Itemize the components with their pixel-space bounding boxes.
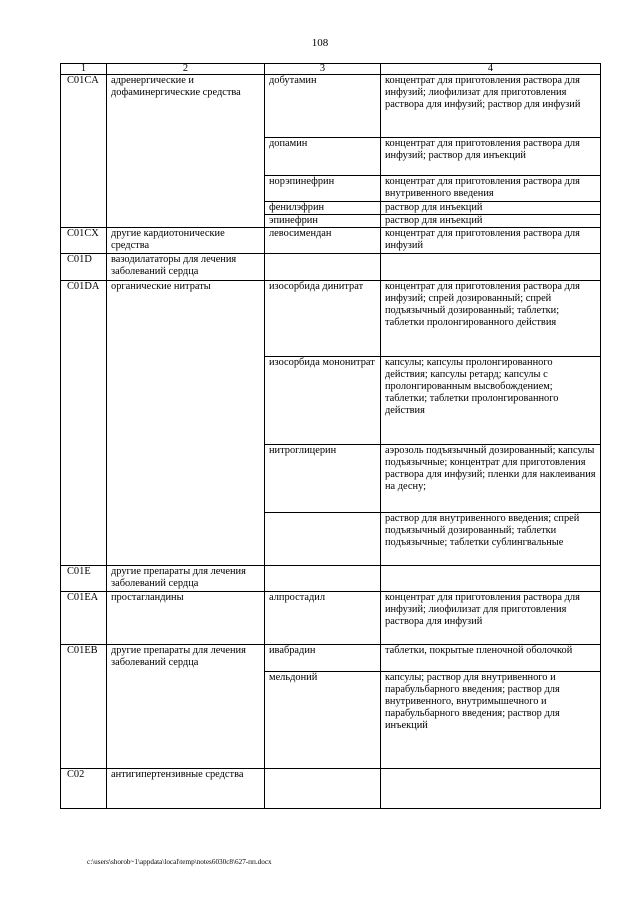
form-cell: аэрозоль подъязычный дозированный; капсулы подъязычные; концентрат для приготовления раствора для инфузий; пленки для наклеивания на десну; [381,445,601,513]
atc-code-cell: C01EB [61,645,107,769]
atc-code-cell: C01D [61,254,107,281]
form-cell: таблетки, покрытые пленочной оболочкой [381,645,601,672]
form-cell: концентрат для приготовления раствора для инфузий; раствор для инъекций [381,138,601,176]
atc-code-cell: C01CX [61,228,107,254]
drug-cell [265,769,381,809]
page-number: 108 [311,37,329,49]
group-cell: органические нитраты [107,281,265,566]
header-cell: 1 [61,64,107,75]
table-row [61,75,601,138]
form-cell: концентрат для приготовления раствора для инфузий; спрей дозированный; спрей подъязычный дозированный; таблетки; таблетки пролонгированного действия [381,281,601,357]
form-cell: раствор для инъекций [381,202,601,215]
atc-code-cell: C01E [61,566,107,592]
drug-cell: норэпинефрин [265,176,381,202]
drug-table [60,63,601,809]
drug-cell: левосимендан [265,228,381,254]
drug-cell [265,566,381,592]
atc-code-cell: C02 [61,769,107,809]
group-cell: вазодилататоры для лечения заболеваний сердца [107,254,265,281]
table-row [61,566,601,592]
form-cell [381,254,601,281]
form-cell: концентрат для приготовления раствора для инфузий; лиофилизат для приготовления раствора для инфузий; раствор для инфузий [381,75,601,138]
file-path-footer: c:\users\shorob~1\appdata\local\temp\notes6030c8\627-пп.docx [87,858,272,866]
form-cell: капсулы; раствор для внутривенного и парабульбарного введения; раствор для внутривенного, внутримышечного и парабульбарного введения; раствор для инъекций [381,672,601,769]
header-cell: 3 [265,64,381,75]
form-cell: капсулы; капсулы пролонгированного действия; капсулы ретард; капсулы с пролонгированным высвобождением; таблетки; таблетки пролонгированного действия [381,357,601,445]
drug-cell: эпинефрин [265,215,381,228]
group-cell: другие кардиотонические средства [107,228,265,254]
atc-code-cell: C01EA [61,592,107,645]
table-header-row [61,64,601,75]
drug-cell [265,254,381,281]
form-cell: концентрат для приготовления раствора для инфузий [381,228,601,254]
table-row [61,254,601,281]
table-row [61,592,601,645]
form-cell: раствор для внутривенного введения; спрей подъязычный дозированный; таблетки подъязычные; таблетки сублингвальные [381,513,601,566]
header-cell: 4 [381,64,601,75]
drug-cell: алпростадил [265,592,381,645]
header-cell: 2 [107,64,265,75]
group-cell: антигипертензивные средства [107,769,265,809]
drug-cell: изосорбида мононитрат [265,357,381,445]
table-row [61,769,601,809]
form-cell [381,566,601,592]
drug-cell: допамин [265,138,381,176]
form-cell: концентрат для приготовления раствора для инфузий; лиофилизат для приготовления раствора для инфузий [381,592,601,645]
drug-cell: мельдоний [265,672,381,769]
drug-cell [265,513,381,566]
table-row [61,645,601,672]
form-cell: концентрат для приготовления раствора для внутривенного введения [381,176,601,202]
drug-cell: ивабрадин [265,645,381,672]
atc-code-cell: C01CA [61,75,107,228]
table-row [61,228,601,254]
group-cell: другие препараты для лечения заболеваний сердца [107,645,265,769]
atc-code-cell: C01DA [61,281,107,566]
table-row [61,281,601,357]
form-cell: раствор для инъекций [381,215,601,228]
group-cell: другие препараты для лечения заболеваний сердца [107,566,265,592]
drug-cell: добутамин [265,75,381,138]
group-cell: простагландины [107,592,265,645]
form-cell [381,769,601,809]
drug-cell: изосорбида динитрат [265,281,381,357]
drug-cell: нитроглицерин [265,445,381,513]
drug-cell: фенилэфрин [265,202,381,215]
group-cell: адренергические и дофаминергические средства [107,75,265,228]
